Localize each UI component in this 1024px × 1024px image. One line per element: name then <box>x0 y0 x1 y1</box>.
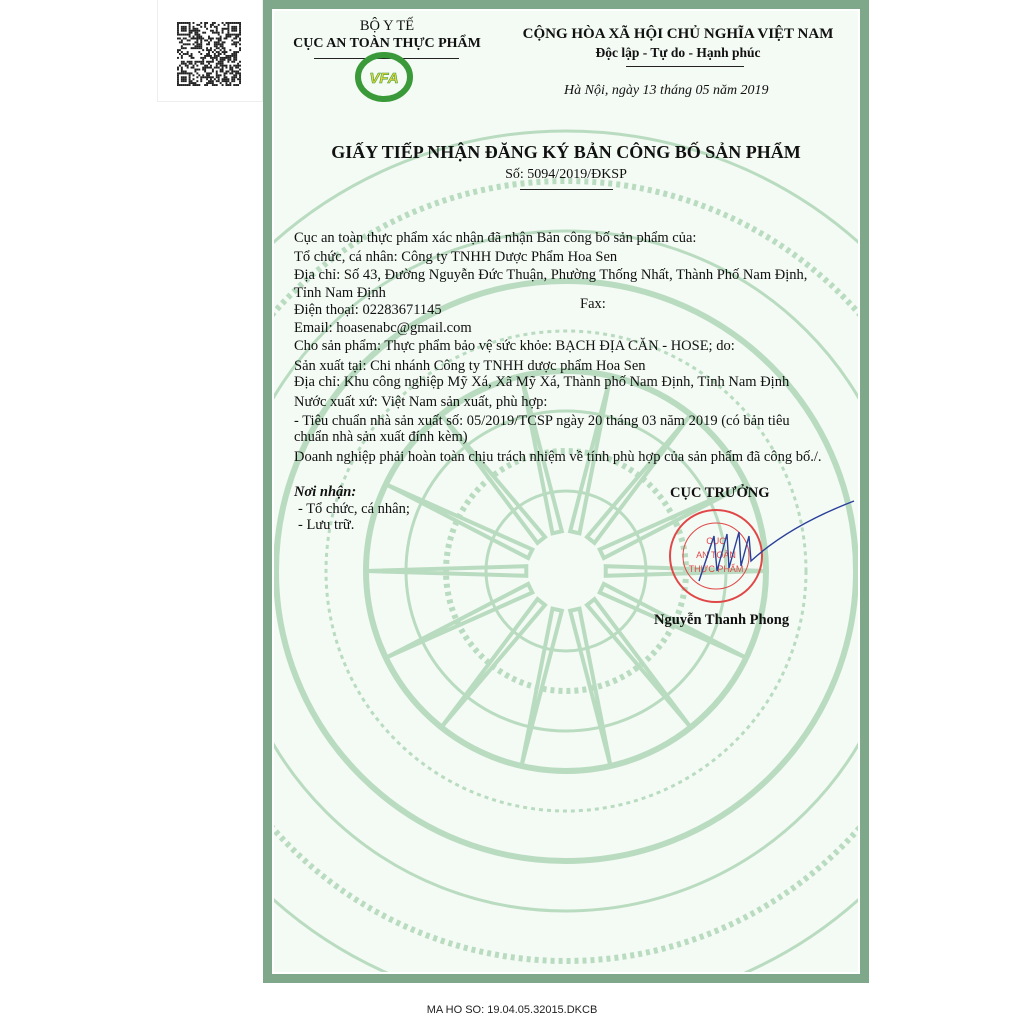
body-line: Doanh nghiệp phải hoàn toàn chịu trách nhiệm về tính phù hợp của sản phẩm đã công bố./. <box>294 449 822 465</box>
official-stamp-and-signature <box>669 496 859 611</box>
motto: Độc lập - Tự do - Hạnh phúc <box>595 45 761 60</box>
body-line: Địa chỉ: Khu công nghiệp Mỹ Xá, Xã Mỹ Xá, Thành phố Nam Định, Tỉnh Nam Định <box>294 374 790 390</box>
svg-text:THỰC PHẨM: THỰC PHẨM <box>688 564 744 574</box>
vfa-logo <box>352 49 416 105</box>
body-line: Cục an toàn thực phẩm xác nhận đã nhận Bản công bố sản phẩm của: <box>294 230 697 246</box>
body-line: Sản xuất tại: Chi nhánh Công ty TNHH dược phẩm Hoa Sen <box>294 358 646 374</box>
body-line: Điện thoại: 02283671145 <box>294 302 442 318</box>
body-line: - Tiêu chuẩn nhà sản xuất số: 05/2019/TCSP ngày 20 tháng 03 năm 2019 (có bản tiêu <box>294 413 790 429</box>
body-line: Tỉnh Nam Định <box>294 285 386 301</box>
fax-label: Fax: <box>580 296 606 312</box>
svg-text:AN TOÀN: AN TOÀN <box>696 550 736 560</box>
signer-name: Nguyễn Thanh Phong <box>654 612 790 628</box>
place-date: Hà Nội, ngày 13 tháng 05 năm 2019 <box>564 83 769 98</box>
qr-code-panel <box>157 0 263 102</box>
recipients-heading: Nơi nhận: <box>294 484 357 500</box>
svg-text:VFA: VFA <box>369 70 399 87</box>
ministry-name: BỘ Y TẾ <box>359 18 415 34</box>
svg-text:CỤC: CỤC <box>706 536 726 546</box>
body-line: Tổ chức, cá nhân: Công ty TNHH Dược Phẩm Hoa Sen <box>294 249 618 265</box>
body-line: Địa chỉ: Số 43, Đường Nguyễn Đức Thuận, Phường Thống Nhất, Thành Phố Nam Định, <box>294 267 808 283</box>
signer-role: CỤC TRƯỞNG <box>670 485 770 501</box>
qr-code <box>176 22 242 86</box>
recipient-item: - Lưu trữ. <box>298 517 355 533</box>
body-line: Email: hoasenabc@gmail.com <box>294 320 472 336</box>
recipient-item: - Tổ chức, cá nhân; <box>298 501 410 517</box>
document-number: Số: 5094/2019/ĐKSP <box>505 167 627 182</box>
agency-name: CỤC AN TOÀN THỰC PHẨM <box>293 36 481 51</box>
dossier-code: MA HO SO: 19.04.05.32015.DKCB <box>426 1004 598 1016</box>
body-line: Nước xuất xứ: Việt Nam sản xuất, phù hợp: <box>294 394 548 410</box>
body-line: Cho sản phẩm: Thực phẩm bảo vệ sức khỏe: BẠCH ĐỊA CĂN - HOSE; do: <box>294 338 735 354</box>
certificate-document <box>263 0 869 983</box>
republic-name: CỘNG HÒA XÃ HỘI CHỦ NGHĨA VIỆT NAM <box>522 26 834 42</box>
document-title: GIẤY TIẾP NHẬN ĐĂNG KÝ BẢN CÔNG BỐ SẢN PHẨM <box>331 142 801 162</box>
body-line: chuẩn nhà sản xuất đính kèm) <box>294 429 468 445</box>
